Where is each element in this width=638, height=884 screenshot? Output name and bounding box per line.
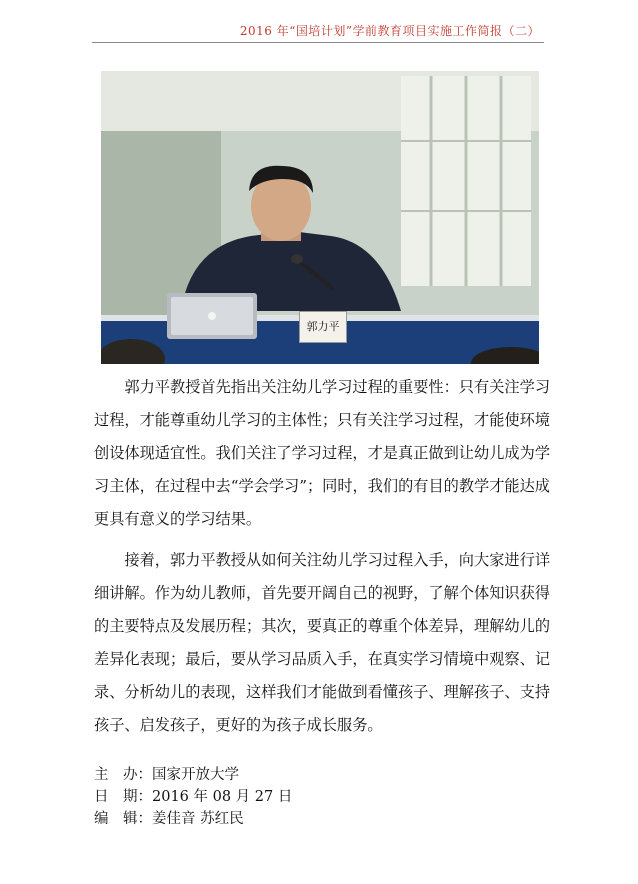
date-value: 2016 年 08 月 27 日 [152, 789, 293, 805]
date-label: 日 期： [94, 789, 152, 805]
footer-editor [94, 808, 292, 830]
footer-date [94, 786, 292, 808]
editor-label: 编 辑： [94, 811, 152, 827]
report-header-title: 2016 年“国培计划”学前教育项目实施工作简报（二） [239, 24, 540, 38]
body-paragraph-1: 郭力平教授首先指出关注幼儿学习过程的重要性：只有关注学习过程，才能尊重幼儿学习的主体性；只有关注学习过程，才能使环境创设体现适宜性。我们关注了学习过程，才是真正做到让幼儿成为学习主体，在过程中去“学会学习”；同时，我们的有目的教学才能达成更具有意义的学习结果。 [94, 378, 550, 528]
lecture-photo [101, 71, 539, 364]
body-paragraph-2: 接着，郭力平教授从如何关注幼儿学习过程入手，向大家进行详细讲解。作为幼儿教师，首先要开阔自己的视野，了解个体知识获得的主要特点及发展历程；其次，要真正的尊重个体差异，理解幼儿的差异化表现；最后，要从学习品质入手，在真实学习情境中观察、记录、分析幼儿的表现，这样我们才能做到看懂孩子、理解孩子、支持孩子、启发孩子，更好的为孩子成长服务。 [94, 551, 550, 734]
sponsor-value: 国家开放大学 [152, 767, 239, 783]
editor-value: 姜佳音 苏红民 [152, 811, 244, 827]
header-divider [92, 42, 544, 43]
footer-sponsor [94, 764, 292, 786]
sponsor-label: 主 办： [94, 767, 152, 783]
footer-info [94, 764, 292, 830]
photo-nameplate: 郭力平 [299, 311, 347, 343]
